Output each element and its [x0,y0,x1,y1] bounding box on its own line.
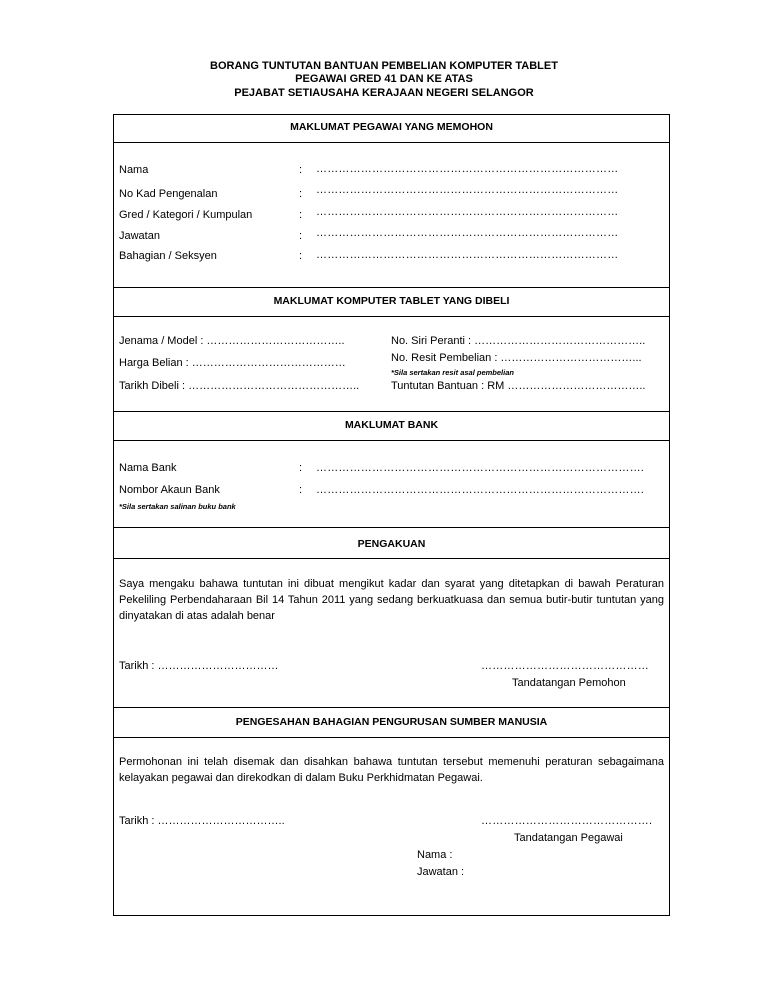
no-resit-field[interactable]: No. Resit Pembelian : ………………………………... [391,352,642,364]
label-nama: Nama [119,164,149,176]
tarikh-dibeli-field[interactable]: Tarikh Dibeli : ……………………………………….. [119,380,360,392]
colon: : [299,250,303,262]
label-nombor-akaun: Nombor Akaun Bank [119,484,220,496]
divider [113,411,670,412]
nama-field[interactable]: ……………………………………………………………………… [316,163,619,175]
pemohon-signature-line[interactable]: ……………………………………… [481,660,649,672]
form-title-line-3: PEJABAT SETIAUSAHA KERAJAAN NEGERI SELANGOR [234,87,534,99]
section-title-pegawai: MAKLUMAT PEGAWAI YANG MEMOHON [290,121,493,133]
section-title-pengesahan: PENGESAHAN BAHAGIAN PENGURUSAN SUMBER MANUSIA [235,716,548,728]
form-title-line-2: PEGAWAI GRED 41 DAN KE ATAS [295,73,473,85]
no-kad-pengenalan-field[interactable]: ……………………………………………………………………… [316,184,619,196]
divider [113,737,670,738]
colon: : [299,164,303,176]
label-nama-bank: Nama Bank [119,462,177,474]
pegawai-jawatan-label[interactable]: Jawatan : [417,866,465,878]
divider [113,707,670,708]
label-gred: Gred / Kategori / Kumpulan [119,209,253,221]
bank-note: *Sila sertakan salinan buku bank [119,502,236,511]
label-bahagian: Bahagian / Seksyen [119,250,217,262]
jenama-field[interactable]: Jenama / Model : ……………………………….. [119,335,345,347]
divider [113,440,670,441]
pegawai-nama-label[interactable]: Nama : [417,849,453,861]
pegawai-signature-label: Tandatangan Pegawai [514,832,623,844]
tuntutan-field[interactable]: Tuntutan Bantuan : RM ……………………………….. [391,380,646,392]
colon: : [299,484,303,496]
pemohon-signature-label: Tandatangan Pemohon [512,677,626,689]
divider [113,316,670,317]
section-title-pengakuan: PENGAKUAN [357,538,426,550]
section-title-tablet: MAKLUMAT KOMPUTER TABLET YANG DIBELI [273,295,510,307]
jawatan-field[interactable]: ……………………………………………………………………… [316,227,619,239]
colon: : [299,230,303,242]
harga-field[interactable]: Harga Belian : …………………………………… [119,357,346,369]
nombor-akaun-field[interactable]: ……………………………………………………………………………. [316,484,645,496]
divider [113,142,670,143]
pengakuan-text: Saya mengaku bahawa tuntutan ini dibuat mengikut kadar dan syarat yang ditetapkan di bawah Peraturan Pekeliling Perbendaharaan Bil 14 Tahun 2011 yang sedang berkuatkuasa dan semua butir-butir tuntutan yang dinyatakan di atas adalah benar [119,578,664,622]
no-siri-field[interactable]: No. Siri Peranti : ……………………………………….. [391,335,646,347]
colon: : [299,209,303,221]
divider [113,558,670,559]
bahagian-field[interactable]: ……………………………………………………………………… [316,249,619,261]
label-jawatan: Jawatan [119,230,160,242]
divider [113,287,670,288]
colon: : [299,188,303,200]
pegawai-signature-line[interactable]: ………………………………………. [481,815,653,827]
nama-bank-field[interactable]: ……………………………………………………………………………. [316,462,645,474]
gred-field[interactable]: ……………………………………………………………………… [316,206,619,218]
pengakuan-tarikh-field[interactable]: Tarikh : …………………………… [119,660,279,672]
form-title-line-1: BORANG TUNTUTAN BANTUAN PEMBELIAN KOMPUTER TABLET [210,60,558,72]
resit-note: *Sila sertakan resit asal pembelian [391,368,514,377]
divider [113,527,670,528]
label-no-kad-pengenalan: No Kad Pengenalan [119,188,218,200]
pengesahan-tarikh-field[interactable]: Tarikh : …………………………….. [119,815,285,827]
colon: : [299,462,303,474]
section-title-bank: MAKLUMAT BANK [344,419,439,431]
pengesahan-text: Permohonan ini telah disemak dan disahkan bahawa tuntutan tersebut memenuhi peraturan sebagaimana kelayakan pegawai dan direkodkan di dalam Buku Perkhidmatan Pegawai. [119,756,664,784]
